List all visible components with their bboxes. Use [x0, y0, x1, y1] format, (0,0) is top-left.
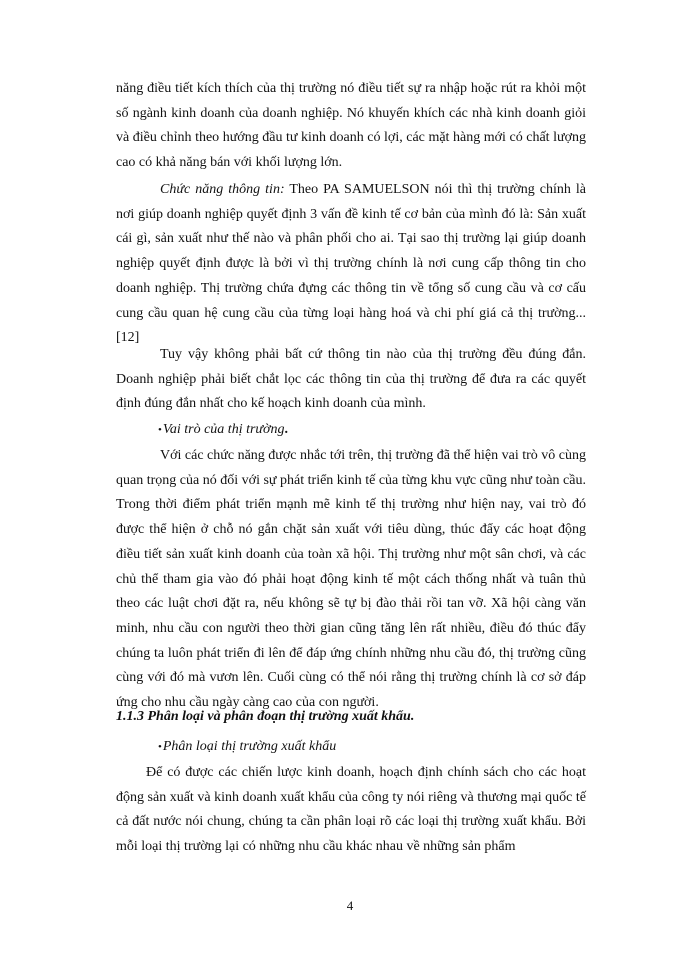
page-number: 4	[346, 898, 354, 913]
paragraph-information-function	[116, 178, 586, 351]
paragraph-market-role: Với các chức năng được nhắc tới trên, thị trường đã thể hiện vai trò vô cùng quan trọng của nó đối với sự phát triển kinh tế của từng khu vực cũng như toàn cầu. Trong thời điểm phát triển mạnh mẽ kinh tế thị trường như hiện nay, vai trò đó được thể hiện ở chỗ nó gắn chặt sản xuất với tiêu dùng, thúc đẩy các hoạt động điều tiết sản xuất kinh doanh của toàn xã hội. Thị trường như một sân chơi, và các chủ thể tham gia vào đó phải hoạt động kinh tế một cách thống nhất và tuân thủ theo các luật chơi đặt ra, nếu không sẽ tự bị đào thải rồi tan vỡ. Xã hội càng văn minh, nhu cầu con người theo thời gian cũng tăng lên rất nhiều, điều đó thúc đẩy chúng ta luôn phát triển đi lên để đáp ứng chính những nhu cầu đó, thị trường cũng cùng với đó mà vươn lên. Cuối cùng có thể nói rằng thị trường chính là cơ sở đáp ứng cho nhu cầu ngày càng cao của con người.	[116, 448, 586, 711]
paragraph-market-regulation: năng điều tiết kích thích của thị trường nó điều tiết sự ra nhập hoặc rút ra khỏi một số ngành kinh doanh của doanh nghiệp. Nó khuyến khích các nhà kinh doanh giỏi và điều chỉnh theo hướng đầu tư kinh doanh có lợi, các mặt hàng mới có chất lượng cao có khả năng bán với khối lượng lớn.	[116, 81, 586, 171]
bullet-market-role-text: Vai trò của thị trường	[162, 422, 285, 437]
bullet-export-classification-text: Phân loại thị trường xuất khẩu	[162, 739, 337, 754]
bullet-icon: •	[158, 741, 162, 753]
bullet-export-classification	[158, 736, 578, 758]
bullet-market-role-suffix: .	[284, 422, 289, 437]
paragraph-export-classification: Để có được các chiến lược kinh doanh, hoạch định chính sách cho các hoạt động sản xuất và kinh doanh xuất khẩu của công ty nói riêng và thương mại quốc tế cả đất nước nói chung, chúng ta cần phân loại rõ các loại thị trường xuất khẩu. Bởi mỗi loại thị trường lại có những nhu cầu khác nhau về những sản phẩm	[116, 765, 586, 855]
bullet-icon: •	[158, 424, 162, 436]
section-heading: 1.1.3 Phân loại và phân đoạn thị trường xuất khẩu.	[116, 709, 415, 724]
information-function-text: Theo PA SAMUELSON nói thì thị trường chính là nơi giúp doanh nghiệp quyết định 3 vấn đề kinh tế cơ bản của mình đó là: Sản xuất cái gì, sản xuất như thế nào và phân phối cho ai. Tại sao thị trường lại giúp doanh nghiệp quyết định được là bởi vì thị trường chính là nơi cung cấp thông tin cho doanh nghiệp. Thị trường chứa đựng các thông tin về tổng số cung cầu và cơ cấu cung cầu quan hệ cung cầu của từng loại hàng hoá và chi phí giá cả thị trường... [12]	[116, 182, 586, 346]
bullet-market-role	[158, 419, 578, 441]
information-function-label: Chức năng thông tin:	[160, 182, 285, 197]
paragraph-information-filtering: Tuy vậy không phải bất cứ thông tin nào của thị trường đều đúng đắn. Doanh nghiệp phải biết chắt lọc các thông tin của thị trường để đưa ra các quyết định đúng đắn nhất cho kế hoạch kinh doanh của mình.	[116, 347, 586, 412]
